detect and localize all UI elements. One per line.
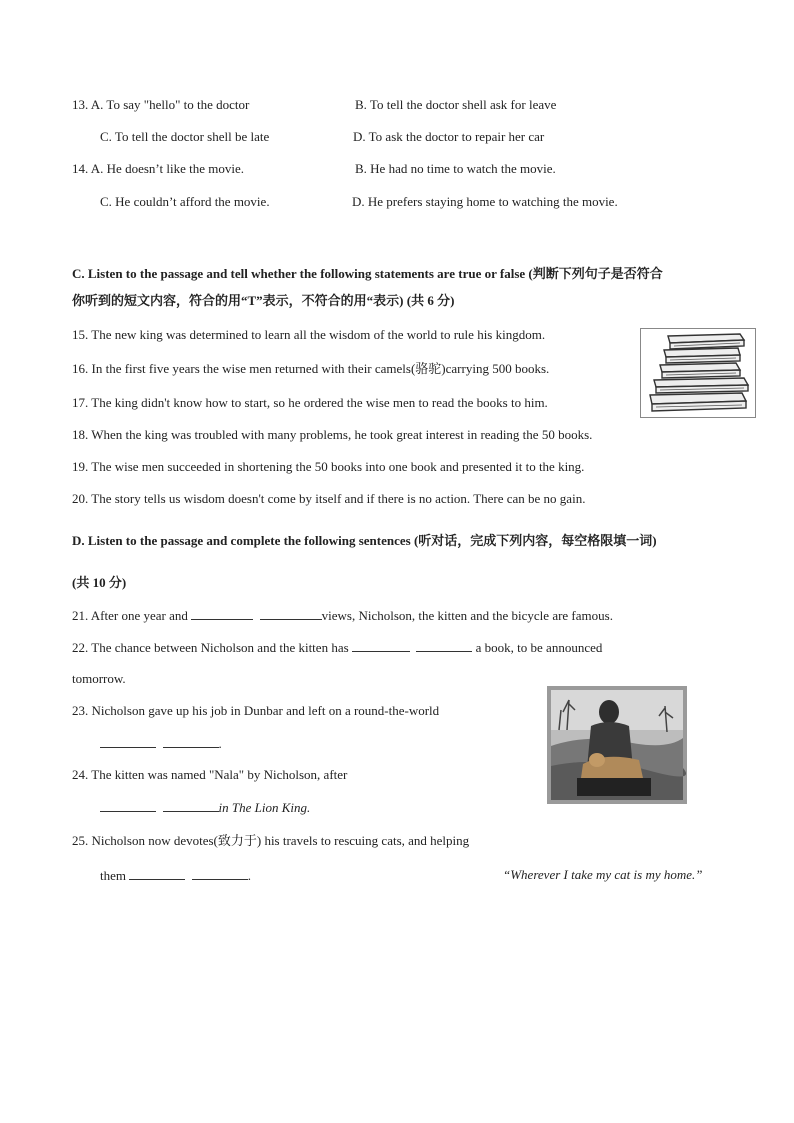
sentence-23-text-end: .: [218, 736, 222, 751]
q14-option-b: B. He had no time to watch the movie.: [355, 161, 556, 176]
sentence-23-blanks: [100, 735, 222, 752]
sentence-23: 23. Nicholson gave up his job in Dunbar and left on a round-the-world: [72, 703, 440, 718]
section-d-heading-line2: (共 10 分): [72, 575, 127, 590]
statement-18: 18. When the king was troubled with many problems, he took great interest in reading the 50 books.: [72, 427, 593, 442]
blank-24-2[interactable]: [163, 799, 219, 812]
blank-21-2[interactable]: [260, 607, 322, 620]
sentence-22-line2: tomorrow.: [72, 671, 126, 686]
statement-17: 17. The king didn't know how to start, so he ordered the wise men to read the books to him.: [72, 395, 548, 410]
blank-25-1[interactable]: [129, 867, 185, 880]
q14-option-a: 14. A. He doesn’t like the movie.: [72, 161, 244, 176]
blank-22-1[interactable]: [352, 639, 410, 652]
q13-option-a: 13. A. To say "hello" to the doctor: [72, 97, 250, 112]
sentence-22: [72, 639, 602, 656]
sentence-21: [72, 607, 613, 624]
sentence-21-text-start: 21. After one year and: [72, 608, 192, 623]
q13-option-c: C. To tell the doctor shell be late: [100, 129, 270, 144]
section-c-heading-line2: 你听到的短文内容，符合的用“T”表示，不符合的用“表示) (共 6 分): [72, 293, 455, 308]
blank-25-2[interactable]: [192, 867, 248, 880]
sentence-21-text-end: views, Nicholson, the kitten and the bicycle are famous.: [321, 608, 613, 623]
q13-option-d: D. To ask the doctor to repair her car: [353, 129, 545, 144]
blank-24-1[interactable]: [100, 799, 156, 812]
blank-23-1[interactable]: [100, 735, 156, 748]
blank-22-2[interactable]: [416, 639, 472, 652]
q14-option-c: C. He couldn’t afford the movie.: [100, 194, 270, 209]
sentence-25-text-start: them: [100, 868, 130, 883]
statement-15: 15. The new king was determined to learn all the wisdom of the world to rule his kingdom.: [72, 327, 546, 342]
sentence-22-text-end: a book, to be announced: [472, 640, 603, 655]
section-c-heading: C. Listen to the passage and tell whether the following statements are true or false (判断下列句子是否符合: [72, 266, 663, 281]
blank-21-1[interactable]: [191, 607, 253, 620]
books-illustration: [640, 328, 756, 418]
sentence-24-blanks: [100, 799, 310, 816]
q13-option-b: B. To tell the doctor shell ask for leave: [355, 97, 557, 112]
section-d-heading: D. Listen to the passage and complete the following sentences (听对话，完成下列内容，每空格限填一词): [72, 533, 657, 548]
statement-16: 16. In the first five years the wise men returned with their camels(骆驼)carrying 500 books.: [72, 361, 550, 376]
sentence-25: 25. Nicholson now devotes(致力于) his travels to rescuing cats, and helping: [72, 833, 470, 848]
sentence-24-text-end: in The Lion King.: [218, 800, 311, 815]
sentence-25-text-end: .: [247, 868, 251, 883]
statement-20: 20. The story tells us wisdom doesn't come by itself and if there is no action. There can be no gain.: [72, 491, 586, 506]
blank-23-2[interactable]: [163, 735, 219, 748]
nicholson-photo: [547, 686, 687, 804]
sentence-22-text-start: 22. The chance between Nicholson and the kitten has: [72, 640, 352, 655]
photo-caption-quote: “Wherever I take my cat is my home.”: [503, 867, 703, 882]
statement-19: 19. The wise men succeeded in shortening the 50 books into one book and presented it to the king.: [72, 459, 585, 474]
sentence-24: 24. The kitten was named "Nala" by Nicholson, after: [72, 767, 348, 782]
q14-option-d: D. He prefers staying home to watching the movie.: [352, 194, 618, 209]
sentence-25-blanks: [100, 867, 251, 884]
